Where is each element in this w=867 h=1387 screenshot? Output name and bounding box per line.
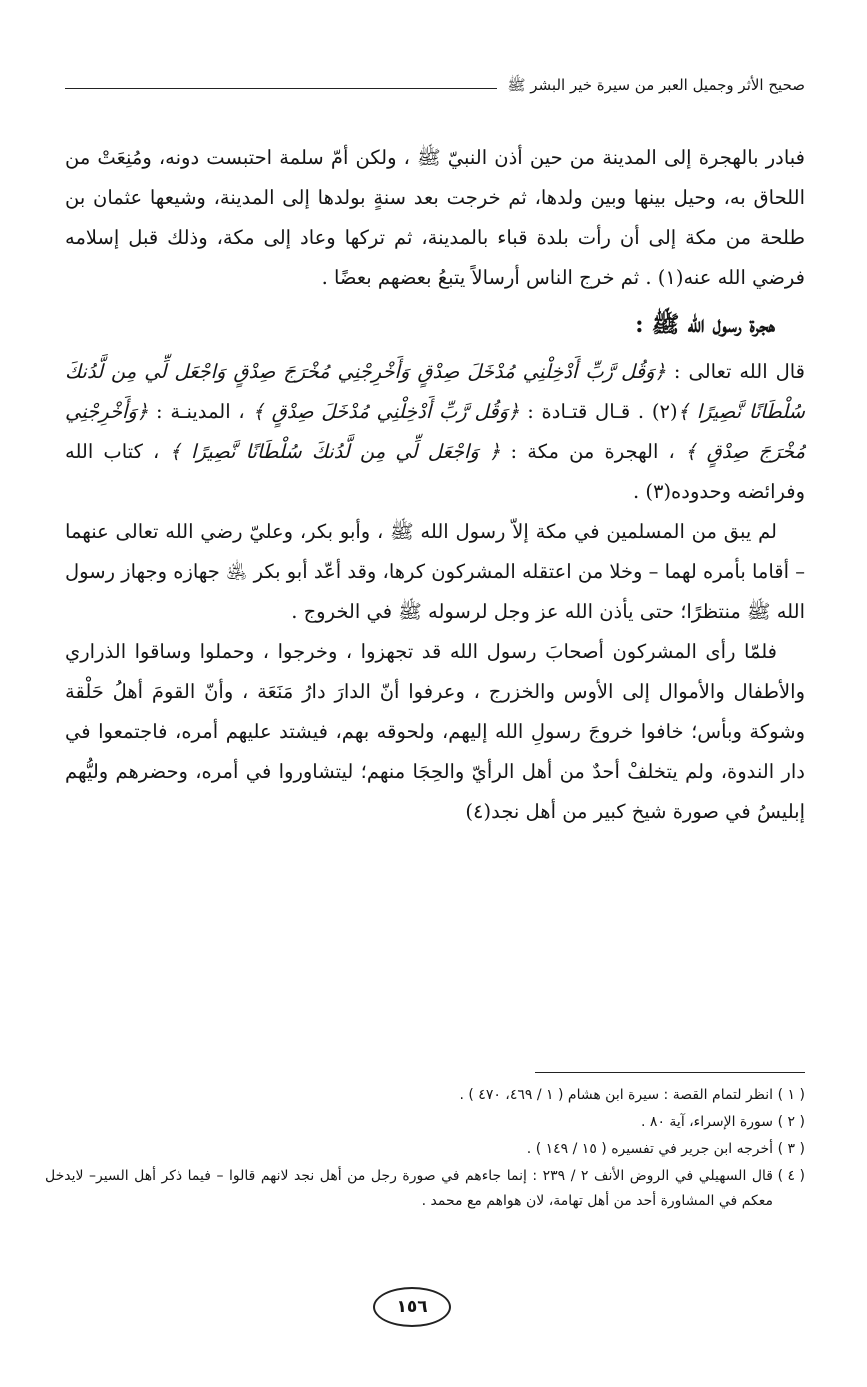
- paragraph-2: [65, 352, 805, 512]
- footnote-3: [45, 1137, 805, 1162]
- paragraph-2-mid2: ، المدينـة :: [148, 400, 253, 423]
- footnote-4: [45, 1164, 805, 1214]
- footnote-text: سورة الإسراء، آية ٨٠ .: [641, 1114, 773, 1130]
- quran-verse-2: ﴿وَقُل رَّبِّ أَدْخِلْنِي مُدْخَلَ صِدْقٍ ﴾: [252, 400, 520, 423]
- paragraph-4: فلمّا رأى المشركون أصحابَ رسول الله قد تجهزوا ، وخرجوا ، وحملوا وساقوا الذراري والأطفال والأموال إلى الأوس والخزرج ، وعرفوا أنّ الدارَ دارُ مَنَعَة ، وأنّ القومَ أهلُ حَلْقة وشوكة وبأس؛ خافوا خروجَ رسولِ الله إليهم، ولحوقه بهم، فيشتد عليهم أمره، فاجتمعوا في دار الندوة، ولم يتخلفْ أحدٌ من أهل الرأيّ والحِجَا منهم؛ ليتشاوروا في أمره، وحضرهم وليُّهم إبليسُ في صورة شيخ كبير من أهل نجد(٤): [65, 640, 805, 823]
- footnote-1: [45, 1083, 805, 1108]
- footnote-2: [45, 1110, 805, 1135]
- footnote-text: انظر لتمام القصة : سيرة ابن هشام ( ١ / ٤٦٩، ٤٧٠ ) .: [459, 1087, 773, 1103]
- paragraph-2-end: ، كتاب الله وفرائضه وحدوده(٣) .: [65, 440, 805, 503]
- running-header-title: صحيح الأثر وجميل العبر من سيرة خير البشر ﷺ: [507, 76, 805, 94]
- paragraph-3: لم يبق من المسلمين في مكة إلاّ رسول الله ﷺ ، وأبو بكر، وعليّ رضي الله تعالى عنهما – أقاما بأمره لهما – وخلا من اعتقله المشركون كرها، وقد أعّد أبو بكر ﵁ جهازه وجهاز رسول الله ﷺ منتظرًا؛ حتى يأذن الله عز وجل لرسوله ﷺ في الخروج .: [65, 520, 805, 623]
- footnote-text: أخرجه ابن جرير في تفسيره ( ١٥ / ١٤٩ ) .: [526, 1141, 773, 1157]
- paragraph-2-intro: قال الله تعالى :: [665, 360, 805, 383]
- paragraph-2-mid3: ، الهجرة من مكة :: [500, 440, 685, 463]
- paragraph-1: فبادر بالهجرة إلى المدينة من حين أذن النبيّ ﷺ ، ولكن أمّ سلمة احتبست دونه، ومُنِعَتْ من اللحاق به، وحيل بينها وبين ولدها، ثم خرجت بعد سنةٍ بولدها إلى المدينة، وشيعها عثمان بن طلحة من مكة إلى أن رأت بلدة قباء بالمدينة، ثم تركها وعاد إلى مكة، وذلك قبل إسلامه فرضي الله عنه(١) . ثم خرج الناس أرسالاً يتبعُ بعضهم بعضًا .: [65, 146, 805, 289]
- footnote-number: ( ٤ ): [777, 1168, 805, 1184]
- section-heading: هجرة رسول الله ﷺ :: [635, 311, 775, 338]
- footnotes: [45, 1083, 805, 1216]
- page-number: ١٥٦: [373, 1287, 451, 1327]
- quran-verse-1: ﴿وَقُل رَّبِّ أَدْخِلْنِي مُدْخَلَ صِدْقٍ وَأَخْرِجْنِي مُخْرَجَ صِدْقٍ وَاجْعَل لِّي مِن لَّدُنكَ سُلْطَانًا نَّصِيرًا ﴾: [65, 360, 805, 423]
- footnote-rule: [535, 1072, 805, 1073]
- footnote-text: قال السهيلي في الروض الأنف ٢ / ٢٣٩ : إنما جاءهم في صورة رجل من أهل نجد لانهم قالوا – فيما ذكر أهل السير– لايدخل معكم في المشاورة أحد من أهل تهامة، لان هواهم مع محمد .: [45, 1168, 773, 1209]
- quran-verse-3: ﴿وَأَخْرِجْنِي مُخْرَجَ صِدْقٍ ﴾: [65, 400, 806, 463]
- footnote-number: ( ١ ): [777, 1087, 805, 1103]
- paragraph-2-mid: (٢) . قـال قتـادة :: [519, 400, 678, 423]
- running-header: [65, 72, 805, 102]
- header-rule: [65, 88, 497, 89]
- footnote-number: ( ٢ ): [777, 1114, 805, 1130]
- footnote-number: ( ٣ ): [777, 1141, 805, 1157]
- quran-verse-4: ﴿ وَاجْعَل لِّي مِن لَّدُنكَ سُلْطَانًا نَّصِيرًا ﴾: [169, 440, 501, 463]
- main-text: [65, 138, 805, 832]
